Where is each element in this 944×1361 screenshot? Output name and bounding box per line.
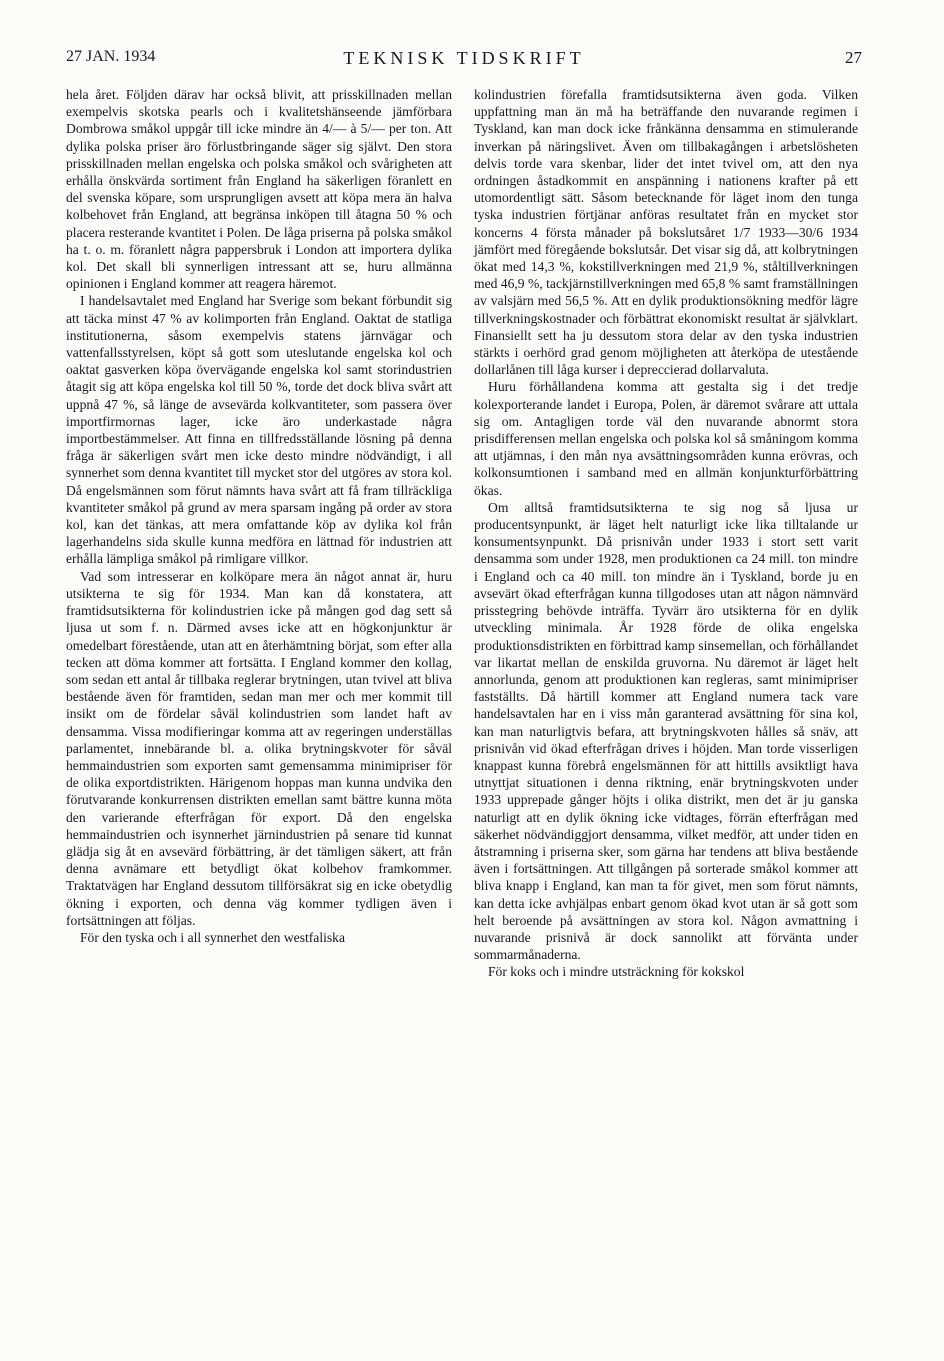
paragraph: För den tyska och i all synnerhet den westfaliska bbox=[80, 929, 346, 945]
paragraph: I handelsavtalet med England har Sverige som bekant förbundit sig att täcka minst 47 % av kolimporten från England. Oaktat de statliga institutionerna, såsom exempelvis statens järnvägar och vattenfallsstyrelsen, köpt så gott som uteslutande engelska kol och oaktat gasverken köpa övervägande engelska kol samt storindustrien åtagit sig att köpa engelska kol till 50 %, torde det dock bliva svårt att uppnå 47 %, så länge de avsevärda kolkvantiteter, som passera över importfirmornas lager, icke äro underkastade några importbestämmelser. Att finna en tillfredsställande lösning på denna fråga är säkerligen svårt men icke desto mindre nödvändigt, i all synnerhet som denna kvantitet till mycket stor del utgöres av stora kol. Då engelsmännen som förut nämnts hava svårt att få fram tillräckliga kvantiteter småkol på grund av mera sparsam ingång på order av stora kol, kan det tänkas, att mera omfattande köp av dylika kol från lagerhandelns sida skulle kunna medföra en lättnad för industrien att erhålla lämpliga småkol på rimligare villkor. bbox=[66, 293, 452, 567]
issue-date: 27 JAN. 1934 bbox=[66, 48, 156, 65]
right-column bbox=[474, 86, 858, 981]
journal-title: TEKNISK TIDSKRIFT bbox=[343, 48, 585, 68]
left-column bbox=[66, 86, 452, 946]
paragraph: hela året. Följden därav har också blivit, att prisskillnaden mellan exempelvis skotska pearls och i kvalitetshänseende jämförbara Dombrowa småkol uppgår till icke mindre än 4/— à 5/— per ton. Att dylika polska priser äro förlustbringande säger sig självt. Den stora prisskillnaden mellan engelska och polska småkol och svårigheten att erhålla önskvärda sortiment från England ha säkerligen föranlett en del svenska köpare, som ursprungligen avsett att köpa mera än halva kolbehovet från England, att begränsa inköpen till åtagna 50 % och placera resterande kvantitet i Polen. De låga priserna på polska småkol ha t. o. m. föranlett några pappersbruk i London att importera dylika kol. Det skall bli synnerligen intressant att se, huru allmänna opinionen i England kommer att reagera häremot. bbox=[66, 87, 452, 292]
paragraph: Om alltså framtidsutsikterna te sig nog så ljusa ur producentsynpunkt, är läget helt naturligt icke lika tilltalande ur konsumentsynpunkt. Då prisnivån under 1933 i stort sett varit densamma som under 1928, men produktionen ca 24 mill. ton mindre i England och ca 40 mill. ton mindre än i Tyskland, borde ju en avsevärt ökad efterfrågan kunna tillgodoses utan att någon nämnvärd prisstegring behövde inträffa. Tyvärr äro utsikterna för en dylik utveckling minimala. År 1928 förde de olika engelska produktionsdistrikten en förbittrad kamp sinsemellan, och förhållandet var likartat mellan de enskilda gruvorna. Nu däremot är läget helt annorlunda, genom att produktionen kan regleras, samt minimipriser fastställts. Då härtill kommer att England numera tack vare handelsavtalen har en i viss mån garanterad avsättning för sina kol, kan man naturligtvis befara, att brytningskvoten hålles så snäv, att prisnivån vid ökad efterfrågan drives i höjden. Man torde visserligen knappast kunna förebrå engelsmännen för att hittills avsiktligt hava utnyttjat situationen i denna riktning, enär brytningskvoten under 1933 upprepade gånger höjts i olika distrikt, men det är ju ganska naturligt att en dylik ökning icke vidtages, förrän efterfrågan med säkerhet nödvändiggjort densamma, vilket medför, att under tiden en åtstramning i priserna sker, som gärna har tendens att bliva bestående även i fortsättningen. Att tillgången på sorterade småkol kommer att bliva knapp i England, kan man ta för givet, men som förut nämnts, kan detta icke avhjälpas enbart genom ökad kvot utan är så gott som helt beroende på avsättningen av stora kol. Någon avmattning i nuvarande prisnivå är dock sannolikt att förvänta under sommarmånaderna. bbox=[474, 499, 858, 963]
paragraph: Huru förhållandena komma att gestalta sig i det tredje kolexporterande landet i Europa, Polen, är däremot svårare att uttala sig om. Antagligen torde väl den nuvarande abnormt stora prisdifferensen mellan engelska och polska kol så småningom komma att utjämnas, i den mån nya avsättningsområden kunna erövras, och kolkonsumtionen i samband med en allmän konjunkturförbättring ökas. bbox=[474, 379, 858, 498]
paragraph: Vad som intresserar en kolköpare mera än något annat är, huru utsikterna te sig för 1934. Man kan då konstatera, att framtidsutsikterna för kolindustrien icke på mången god dag sett så ljusa ut som f. n. Därmed avses icke att en högkonjunktur är omedelbart förestående, utan att en återhämtning börjat, som efter alla tecken att döma kommer att fortsätta. I England kommer den kollag, som sedan ett antal år tillbaka reglerar brytningen, utan tvivel att bliva bestående även för framtiden, sedan man mer och mer kommit till insikt om de fördelar såväl kolindustrien som landet haft av densamma. Vissa modifieringar komma att av regeringen underställas parlamentet, innebärande bl. a. olika brytningskvoter för såväl hemmaindustrien som exporten samt gemensamma minimipriser för de olika exportdistrikten. Härigenom hoppas man kunna undvika den förutvarande konkurrensen distrikten emellan samt bättre kunna möta den varierande efterfrågan för export. Då den engelska hemmaindustrien och isynnerhet järnindustrien på senare tid kunnat glädja sig åt en avsevärd förbättring, är det tämligen säkert, att från denna avnämare ett betydligt ökat kolbehov framkommer. Traktatvägen har England dessutom tillförsäkrat sig en icke obetydlig ökning i exporten, och denna väg kommer tydligen även i fortsättningen att följas. bbox=[66, 568, 452, 928]
page-number: 27 bbox=[845, 48, 862, 67]
paragraph: För koks och i mindre utsträckning för kokskol bbox=[488, 964, 745, 980]
paragraph: kolindustrien förefalla framtidsutsikterna även goda. Vilken uppfattning man än må ha beträffande den nuvarande regimen i Tyskland, kan man dock icke frånkänna densamma en stimulerande inverkan på näringslivet. Även om tillbakagången i arbetslösheten delvis torde vara skenbar, lider det intet tvivel om, att den nya ordningen åstadkommit en anspänning i nationens krafter på ett utomordentligt sätt. Såsom betecknande för läget inom den tunga tyska industrien förtjänar anföras resultatet från en mycket stor koncerns 4 första månader på bokslutsåret 1/7 1933—30/6 1934 jämfört med föregående bokslutsår. Det visar sig då, att kolbrytningen ökat med 14,3 %, kokstillverkningen med 21,9 %, ståltillverkningen med 46,9 %, tackjärnstillverkningen med 65,8 % samt framställningen av valsjärn med 56,5 %. Att en dylik produktionsökning medför lägre tillverkningskostnader och förbättrat ekonomiskt resultat är självklart. Finansiellt sett ha ju dessutom stora delar av den tyska industrien stärkts i oerhörd grad genom möjligheten att återköpa de utestående dollarlånen till låga kurser i depreccierad dollarvaluta. bbox=[474, 87, 858, 378]
page-header bbox=[66, 48, 862, 72]
